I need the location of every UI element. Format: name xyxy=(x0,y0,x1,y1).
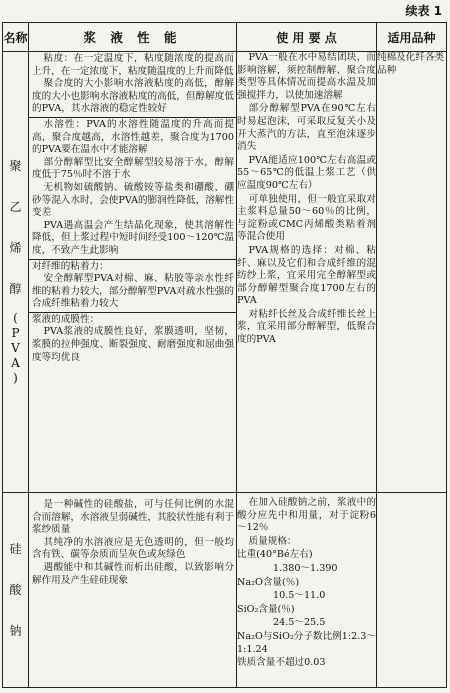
segment-adhesion: 对纤维的粘着力： 安全醇解型PVA对棉、麻、粘胶等亲水性纤维的粘着力较大，部分醇解型PVA对疏水性强的合成纤维粘着力较大 xyxy=(29,260,236,313)
varieties-pva: 纯棉及化纤各类品种 xyxy=(377,52,447,493)
properties-pva xyxy=(29,52,237,493)
table-row-sodium-silicate xyxy=(3,493,447,688)
name-sodium-silicate: 硅 酸 钠 xyxy=(3,493,29,688)
usage-pva: PVA一般在水中易结团块，而影响溶解，须控制醇解、聚合度类型等具体情况而提高水温及加强搅拌力，以使加速溶解 部分醇解型PVA在90℃左右时易起泡沫，可采取反复关小及开大蒸汽的方法，直至泡沫逐步消失 PVA能适应100℃左右高温或55～65℃的低温上浆工艺（供应温度90℃左右） 可单独使用，但一般宜采取对主浆料总量50～60％的比例，与淀粉或CMC丙烯酸类粘着剂等混合使用 PVA规格的选择：对棉、粘纤、麻以及它们和合成纤维的混纺纱上浆，宜采用完全醇解型或部分醇解型聚合度1700左右的PVA 对粘纤长丝及合成纤维长丝上浆，宜采用部分醇解型，低聚合度的PVA xyxy=(237,52,377,493)
segment-film: 浆液的成膜性： PVA浆液的成膜性良好，浆膜透明，坚韧，浆膜的拉伸强度、断裂强度、耐磨强度和屈曲强度等均优良 xyxy=(32,313,234,363)
usage-sodium-silicate: 在加入硅酸钠之前，浆液中的酸分应先中和用量，对于淀粉6～12％ 质量规格： 比重(40°Bé左右) 1.380～1.390 Na₂O含量(％) 10.5～11.0 SiO₂含量(％) 24.5～25.5 Na₂O与SiO₂分子数比例1:2.3～1:1.24 铁质含量不超过0.03 xyxy=(237,493,377,688)
segment-silicate: 是一种碱性的硅酸盐，可与任何比例的水混合而溶解，水溶液呈弱碱性，其胶状性能有利于浆纱质量 其纯净的水溶液应是无色透明的，但一般均含有铁、碳等杂质而呈灰色或灰绿色 遇酸能中和其碱性而析出硅酸，以致影响分解作用及产生硅硅现象 xyxy=(32,499,234,586)
continued-label: 续表 1 xyxy=(405,4,442,18)
header-name: 名称 xyxy=(3,23,29,52)
sizing-table xyxy=(2,22,447,688)
header-properties: 浆 液 性 能 xyxy=(29,23,237,52)
varieties-sodium-silicate xyxy=(377,493,447,688)
segment-viscosity: 粘度：在一定温度下，粘度随浓度的提高而上升，在一定浓度下，粘度随温度的上升而降低 聚合度的大小影响水溶液粘度的高低，醇解度的大小也影响水溶液粘度的高低，但醇解度低的PVA，其水溶液的稳定性较好 xyxy=(29,52,236,118)
name-pva: 聚 乙 烯 醇 ( P V A ) xyxy=(3,52,29,493)
header-usage: 使 用 要 点 xyxy=(237,23,377,52)
header-varieties: 适用品种 xyxy=(377,23,447,52)
segment-solubility: 水溶性：PVA的水溶性随温度的升高而提高，聚合度越高，水溶性越差，聚合度为1700的PVA要在温水中才能溶解 部分醇解型比安全醇解型较易溶于水，醇解度低于75％时不溶于水 无机物如硫酸钠、硫酸铵等盐类和硼酸、硼砂等混入水时，会使PVA的膨润性降低，溶解性变差 PVA遇高温会产生结晶化现象，使其溶解性降低，但上浆过程中短时间经受100～120℃温度，不致产生此影响 xyxy=(29,118,236,260)
table-row-pva xyxy=(3,52,447,493)
header-row xyxy=(3,23,447,52)
properties-sodium-silicate xyxy=(29,493,237,688)
